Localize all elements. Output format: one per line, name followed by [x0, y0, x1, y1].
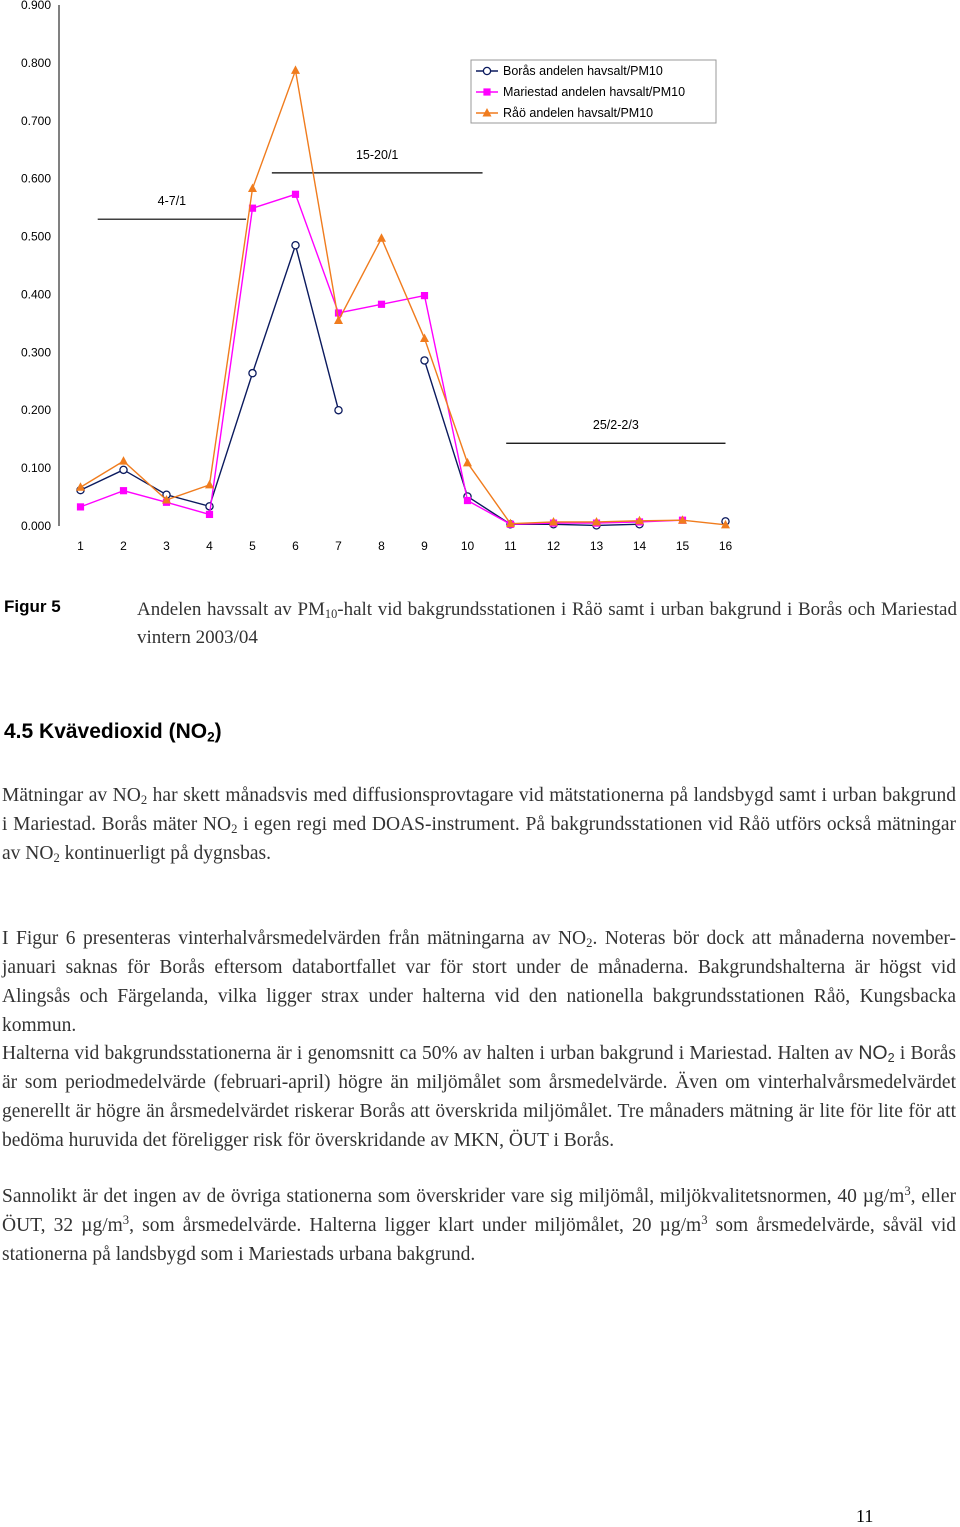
data-point — [421, 357, 428, 364]
chart-legend — [471, 60, 716, 123]
x-tick-label: 14 — [632, 539, 647, 553]
data-point — [421, 292, 428, 299]
data-point — [249, 370, 256, 377]
data-point — [483, 88, 490, 95]
line-chart — [0, 0, 960, 570]
y-tick-label: 0.200 — [20, 403, 51, 418]
x-tick-label: 2 — [120, 539, 127, 553]
period-annotations — [98, 148, 726, 443]
section-heading — [4, 720, 222, 744]
p4-sup-2: 3 — [122, 1213, 130, 1228]
p1-c: i egen regi med DOAS-instrument. På bakgrundsstationen vid Råö utförs också mätningar av NO — [2, 814, 957, 864]
data-point — [206, 511, 213, 518]
data-point — [119, 456, 128, 465]
series-circle — [77, 242, 729, 529]
data-point — [291, 65, 300, 74]
p1-a: Mätningar av NO — [2, 785, 141, 806]
x-tick-label: 3 — [163, 539, 170, 553]
data-point — [377, 233, 386, 242]
p1-sub-3: 2 — [53, 851, 60, 866]
p3-b: i Borås är som periodmedelvärde (februari-april) högre än miljömålet som årsmedelvärde. Även om vinterhalvårsmedelvärdet generellt är högre än årsmedelvärdet riskerar Borås att överskrida miljömålet. Tre månaders mätning är lite för lite för att bedöma huruvida det föreligger risk för överskridande av MKN, ÖUT i Borås. — [2, 1043, 956, 1151]
y-tick-label: 0.100 — [20, 461, 51, 476]
paragraph-4 — [2, 1182, 956, 1269]
x-tick-label: 5 — [249, 539, 256, 553]
data-point — [120, 487, 127, 494]
p4-sup-1: 3 — [904, 1184, 911, 1199]
annotation-label: 4-7/1 — [157, 194, 187, 209]
data-point — [420, 333, 429, 342]
heading-sub: 2 — [207, 729, 215, 745]
legend-label: Mariestad andelen havsalt/PM10 — [503, 85, 686, 99]
series-layer — [76, 65, 730, 529]
series-line — [81, 245, 339, 506]
p3-sub: 2 — [887, 1051, 895, 1066]
x-tick-label: 16 — [718, 539, 733, 553]
p2-a: I Figur 6 presenteras vinterhalvårsmedelvärden från mätningarna av NO — [2, 928, 587, 949]
y-tick-label: 0.700 — [20, 113, 51, 128]
data-point — [334, 315, 343, 324]
data-point — [292, 242, 299, 249]
data-point — [77, 503, 84, 510]
caption-text-b: -halt vid bakgrundsstationen i Råö samt i urban bakgrund i Borås och Mariestad vintern 2003/04 — [137, 599, 957, 648]
y-tick-label: 0.800 — [20, 55, 51, 70]
data-point — [76, 482, 85, 491]
p2-sub: 2 — [586, 936, 593, 951]
p1-sub-1: 2 — [140, 793, 148, 808]
x-tick-label: 15 — [675, 539, 690, 553]
x-tick-label: 10 — [460, 539, 475, 553]
legend-label: Råö andelen havsalt/PM10 — [503, 106, 654, 120]
series-line — [81, 194, 683, 524]
y-tick-labels — [21, 0, 51, 533]
series-line — [81, 70, 726, 524]
p4-a: Sannolikt är det ingen av de övriga stationerna som överskrider vare sig miljömål, miljökvalitetsnormen, 40 µg/m — [2, 1186, 905, 1207]
p4-b: , eller ÖUT, 32 µg/m — [2, 1186, 956, 1236]
y-tick-label: 0.000 — [20, 519, 51, 533]
series-triangle — [76, 65, 730, 528]
data-point — [205, 480, 214, 489]
x-tick-label: 6 — [292, 539, 299, 553]
paragraph-3 — [2, 1039, 956, 1155]
x-tick-label: 8 — [378, 539, 385, 553]
x-tick-label: 1 — [77, 539, 84, 553]
p1-d: kontinuerligt på dygnsbas. — [59, 843, 272, 864]
data-point — [248, 184, 257, 193]
x-tick-label: 11 — [504, 539, 517, 553]
figure-caption — [137, 596, 957, 652]
y-tick-label: 0.500 — [20, 229, 51, 244]
x-tick-label: 12 — [546, 539, 561, 553]
p2-b: . Noteras bör dock att månaderna november- januari saknas för Borås eftersom databortfallet var för stort under de månaderna. Bakgrundshalterna är högst vid Alingsås och Färgelanda, vilka ligger strax under halterna vid den nationella bakgrundsstationen Råö, Kungsbacka kommun. — [2, 928, 956, 1036]
data-point — [120, 466, 127, 473]
heading-text-b: ) — [214, 720, 222, 743]
data-point — [335, 407, 342, 414]
caption-text-a: Andelen havssalt av PM — [137, 599, 325, 620]
y-tick-label: 0.900 — [20, 0, 51, 12]
data-point — [292, 191, 299, 198]
x-tick-label: 9 — [421, 539, 428, 553]
data-point — [378, 301, 385, 308]
p4-c: , som årsmedelvärde. Halterna ligger klart under miljömålet, 20 µg/m — [129, 1215, 702, 1236]
y-tick-label: 0.600 — [20, 171, 51, 186]
data-point — [464, 497, 471, 504]
p4-d: som årsmedelvärde, såväl vid stationerna på landsbygd som i Mariestads urbana bakgrund. — [2, 1215, 957, 1265]
p3-a: Halterna vid bakgrundsstationerna är i genomsnitt ca 50% av halten i urban bakgrund i Mariestad. Halten av — [2, 1043, 859, 1064]
p1-b: har skett månadsvis med diffusionsprovtagare vid mätstationerna på landsbygd samt i urban bakgrund i Mariestad. Borås mäter NO — [2, 785, 956, 835]
legend-label: Borås andelen havsalt/PM10 — [503, 64, 663, 78]
y-tick-label: 0.300 — [20, 345, 51, 360]
x-tick-labels — [77, 539, 732, 553]
paragraph-2 — [2, 924, 956, 1040]
x-tick-label: 7 — [335, 539, 342, 553]
paragraph-1 — [2, 781, 956, 868]
heading-text-a: 4.5 Kvävedioxid (NO — [4, 720, 208, 743]
p3-no: NO — [858, 1042, 888, 1064]
figure-label: Figur 5 — [4, 597, 61, 616]
annotation-label: 25/2-2/3 — [592, 418, 639, 433]
data-point — [483, 67, 490, 74]
x-tick-label: 4 — [206, 539, 213, 553]
page-number: 11 — [856, 1506, 874, 1526]
caption-sub: 10 — [324, 607, 338, 622]
data-point — [463, 458, 472, 467]
data-point — [206, 503, 213, 510]
p4-sup-3: 3 — [701, 1213, 708, 1228]
x-tick-label: 13 — [589, 539, 604, 553]
y-tick-label: 0.400 — [20, 287, 51, 302]
p1-sub-2: 2 — [231, 822, 238, 837]
annotation-label: 15-20/1 — [355, 147, 399, 162]
